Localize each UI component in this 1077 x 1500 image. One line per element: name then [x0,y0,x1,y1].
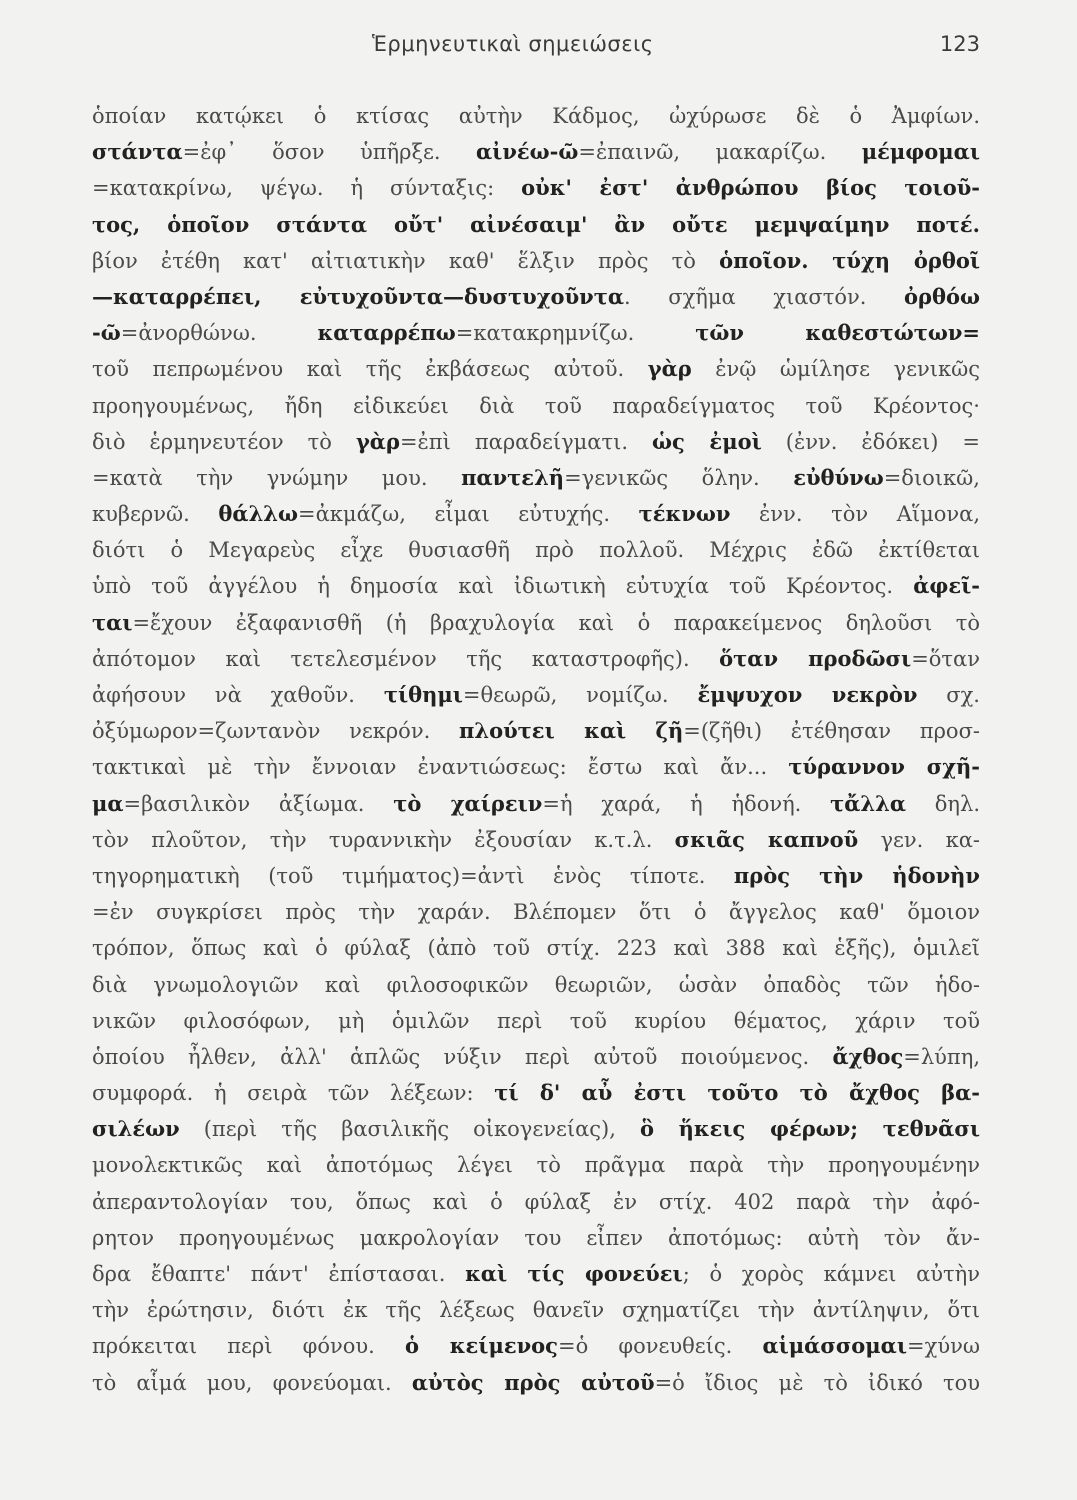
gloss-text: τακτικαὶ μὲ τὴν ἔννοιαν ἐναντιώσεως: ἔστω καὶ ἄν... [92,755,789,780]
text-line [92,315,980,351]
gloss-text: ὑπὸ τοῦ ἀγγέλου ἡ δημοσία καὶ ἰδιωτικὴ εὐτυχία τοῦ Κρέοντος. [92,574,914,599]
gloss-text: ὁποίου ἦλθεν, ἀλλ' ἁπλῶς νύξιν περὶ αὐτοῦ ποιούμενος. [92,1044,833,1069]
gloss-text: τὸ αἷμά μου, φονεύομαι. [92,1370,412,1395]
gloss-text: =ἔχουν ἐξαφανισθῆ (ἡ βραχυλογία καὶ ὁ παρακείμενος δηλοῦσι τὸ [132,610,980,635]
lemma: γὰρ [647,356,692,382]
text-line [92,930,980,966]
gloss-text: διὸ ἑρμηνευτέον τὸ [92,429,356,454]
text-line [92,967,980,1003]
text-line [92,1003,980,1039]
lemma: στάντα [92,139,183,165]
lemma: ἀφεῖ- [913,573,980,599]
lemma: εὐθύνω [793,464,884,490]
text-line [92,858,980,894]
gloss-text: (ἐνν. ἐδόκει) = [761,429,980,454]
gloss-text: μονολεκτικῶς καὶ ἀποτόμως λέγει τὸ πρᾶγμα παρὰ τὴν προηγουμένην [92,1153,980,1178]
text-line [92,713,980,749]
text-line [92,1365,980,1401]
lemma: τἄλλα [830,790,907,816]
text-line [92,1328,980,1364]
gloss-text: =ἐπαινῶ, μακαρίζω. [578,140,862,165]
text-line [92,134,980,170]
gloss-text: ἀφήσουν νὰ χαθοῦν. [92,683,384,707]
text-line [92,207,980,243]
gloss-text: διότι ὁ Μεγαρεὺς εἶχε θυσιασθῆ πρὸ πολλοῦ. Μέχρις ἐδῶ ἐκτίθεται [92,538,980,563]
lemma: ὃ ἥκεις φέρων; τεθνᾶσι [639,1116,980,1142]
lemma: ὁποῖον. τύχη ὀρθοῖ [719,247,980,273]
gloss-text: ρητον προηγουμένως μακρολογίαν του εἶπεν ἀποτόμως: αὐτὴ τὸν ἄν- [92,1225,980,1250]
running-head: Ἑρμηνευτικαὶ σημειώσεις [372,32,654,56]
lemma: —καταρρέπει, εὐτυχοῦντα—δυστυχοῦντα [92,283,624,309]
gloss-text: πρόκειται περὶ φόνου. [92,1334,405,1359]
text-line [92,98,980,134]
lemma: γὰρ [355,428,400,454]
text-line [92,677,980,713]
lemma: αἰνέω-ῶ [476,139,579,165]
gloss-text: τηγορηματικὴ (τοῦ τιμήματος)=ἀντὶ ἑνὸς τίποτε. [92,863,734,888]
text-line [92,351,980,387]
gloss-text: ἐνν. τὸν Αἵμονα, [730,502,981,527]
text-line [92,1075,980,1111]
gloss-text: =κατακρίνω, ψέγω. ἡ σύνταξις: [92,176,522,201]
lemma: μέμφομαι [861,139,980,165]
gloss-text: =ἐν συγκρίσει πρὸς τὴν χαράν. Βλέπομεν ὅτι ὁ ἄγγελος καθ' ὅμοιον [92,900,980,925]
lemma: πρὸς τὴν ἡδονὴν [733,862,980,888]
gloss-text: βίον ἐτέθη κατ' αἰτιατικὴν καθ' ἕλξιν πρὸς τὸ [92,248,720,273]
gloss-text: τὴν ἐρώτησιν, διότι ἐκ τῆς λέξεως θανεῖν σχηματίζει τὴν ἀντίληψιν, ὅτι [92,1298,980,1323]
lemma: οὐκ' ἐστ' ἀνθρώπου βίος τοιοῦ- [521,175,980,201]
lemma: τί δ' αὖ ἐστι τοῦτο τὸ ἄχθος βα- [494,1080,980,1106]
lemma: τῶν καθεστώτων= [695,320,980,346]
text-line [92,1184,980,1220]
gloss-text: =(ζῆθι) ἐτέθησαν προσ- [683,719,980,744]
gloss-text: σχ. [917,683,980,707]
gloss-text: νικῶν φιλοσόφων, μὴ ὁμιλῶν περὶ τοῦ κυρίου θέματος, χάριν τοῦ [92,1008,980,1033]
gloss-text: =ἐπὶ παραδείγματι. [399,429,653,454]
text-line [92,1256,980,1292]
gloss-text: . σχῆμα χιαστόν. [624,284,905,309]
gloss-text: (περὶ τῆς βασιλικῆς οἰκογενείας), [179,1117,640,1142]
text-line [92,170,980,206]
gloss-text: =ὅταν [911,646,980,671]
gloss-text: =βασιλικὸν ἀξίωμα. [123,791,394,816]
text-line [92,605,980,641]
lemma: τύραννον σχῆ- [788,754,980,780]
gloss-text: διὰ γνωμολογιῶν καὶ φιλοσοφικῶν θεωριῶν, ὡσὰν ὀπαδὸς τῶν ἡδο- [92,972,980,997]
text-line [92,424,980,460]
gloss-text: =ἀνορθώνω. [120,321,318,346]
gloss-text: =λύπη, [903,1044,980,1069]
lemma: ἄχθος [832,1043,904,1069]
gloss-text: =χύνω [907,1334,980,1359]
page-number: 123 [939,32,980,56]
gloss-text: δηλ. [906,791,980,816]
gloss-text: =γενικῶς ὅλην. [564,465,794,490]
gloss-text: προηγουμένως, ἤδη εἰδικεύει διὰ τοῦ παραδείγματος τοῦ Κρέοντος· [92,393,980,418]
gloss-text: =κατὰ τὴν γνώμην μου. [92,465,462,490]
gloss-text: δρα ἔθαπτε' πάντ' ἐπίστασαι. [92,1262,466,1286]
text-line [92,279,980,315]
lemma: -ῶ [92,320,121,346]
lemma: καταρρέπω [317,320,456,346]
text-line [92,641,980,677]
gloss-text: ἐνῷ ὡμίλησε γενικῶς [691,357,980,382]
gloss-text: κυβερνῶ. [92,502,219,527]
gloss-text: =ὁ ἴδιος μὲ τὸ ἰδικό του [654,1370,980,1395]
gloss-text: =ἐφ᾽ ὅσον ὑπῆρξε. [182,140,476,165]
lemma: ται [92,609,133,635]
text-line [92,496,980,532]
lemma: τίθημι [383,682,463,707]
lemma: ὡς ἐμοὶ [652,428,762,454]
gloss-text: γεν. κα- [858,827,980,852]
text-line [92,532,980,568]
text-line [92,786,980,822]
lemma: τος, ὁποῖον στάντα οὔτ' αἰνέσαιμ' ἂν οὔτε μεμψαίμην ποτέ. [92,211,980,237]
lemma: ὅταν προδῶσι [719,645,912,671]
gloss-text: τοῦ πεπρωμένου καὶ τῆς ἐκβάσεως αὐτοῦ. [92,357,648,382]
text-line [92,822,980,858]
text-line [92,460,980,496]
gloss-text: =θεωρῶ, νομίζω. [462,683,698,707]
lemma: σιλέων [92,1116,180,1142]
gloss-text: ἀπεραντολογίαν του, ὅπως καὶ ὁ φύλαξ ἐν στίχ. 402 παρὰ τὴν ἀφό- [92,1189,980,1214]
gloss-text: τρόπον, ὅπως καὶ ὁ φύλαξ (ἀπὸ τοῦ στίχ. 223 καὶ 388 καὶ ἑξῆς), ὁμιλεῖ [92,936,980,961]
lemma: ἔμψυχον νεκρὸν [697,682,918,707]
text-line [92,568,980,604]
lemma: μα [92,790,124,816]
gloss-text: =ὁ φονευθείς. [557,1334,763,1359]
lemma: πλούτει καὶ ζῆ [459,718,684,744]
gloss-text: =διοικῶ, [883,465,980,490]
gloss-text: =κατακρημνίζω. [455,321,696,346]
gloss-text: =ἀκμάζω, εἶμαι εὐτυχής. [298,502,639,527]
gloss-text: συμφορά. ἡ σειρὰ τῶν λέξεων: [92,1081,495,1106]
lemma: σκιᾶς καπνοῦ [674,826,859,852]
commentary-text [92,98,980,1401]
text-line [92,1147,980,1183]
lemma: αἱμάσσομαι [762,1333,908,1359]
gloss-text: ; ὁ χορὸς κάμνει αὐτὴν [682,1262,980,1286]
text-line [92,1292,980,1328]
gloss-text: ἀπότομον καὶ τετελεσμένον τῆς καταστροφῆς). [92,646,720,671]
lemma: τὸ χαίρειν [393,790,543,816]
lemma: τέκνων [638,501,731,527]
lemma: ὀρθόω [904,283,980,309]
lemma: αὐτὸς πρὸς αὐτοῦ [411,1369,655,1395]
text-line [92,243,980,279]
gloss-text: τὸν πλοῦτον, τὴν τυραννικὴν ἐξουσίαν κ.τ.λ. [92,827,675,852]
gloss-text: =ἡ χαρά, ἡ ἡδονή. [542,791,831,816]
lemma: ὁ κείμενος [405,1333,558,1359]
text-line [92,1220,980,1256]
page-header [92,30,980,66]
text-line [92,1111,980,1147]
lemma: θάλλω [218,501,299,527]
gloss-text: ὀξύμωρον=ζωντανὸν νεκρόν. [92,719,459,744]
text-line [92,1039,980,1075]
lemma: καὶ τίς φονεύει [465,1261,683,1286]
text-line [92,388,980,424]
gloss-text: ὁποίαν κατῴκει ὁ κτίσας αὐτὴν Κάδμος, ὠχύρωσε δὲ ὁ Ἀμφίων. [92,104,980,128]
lemma: παντελῆ [461,464,565,490]
text-line [92,894,980,930]
text-line [92,749,980,785]
